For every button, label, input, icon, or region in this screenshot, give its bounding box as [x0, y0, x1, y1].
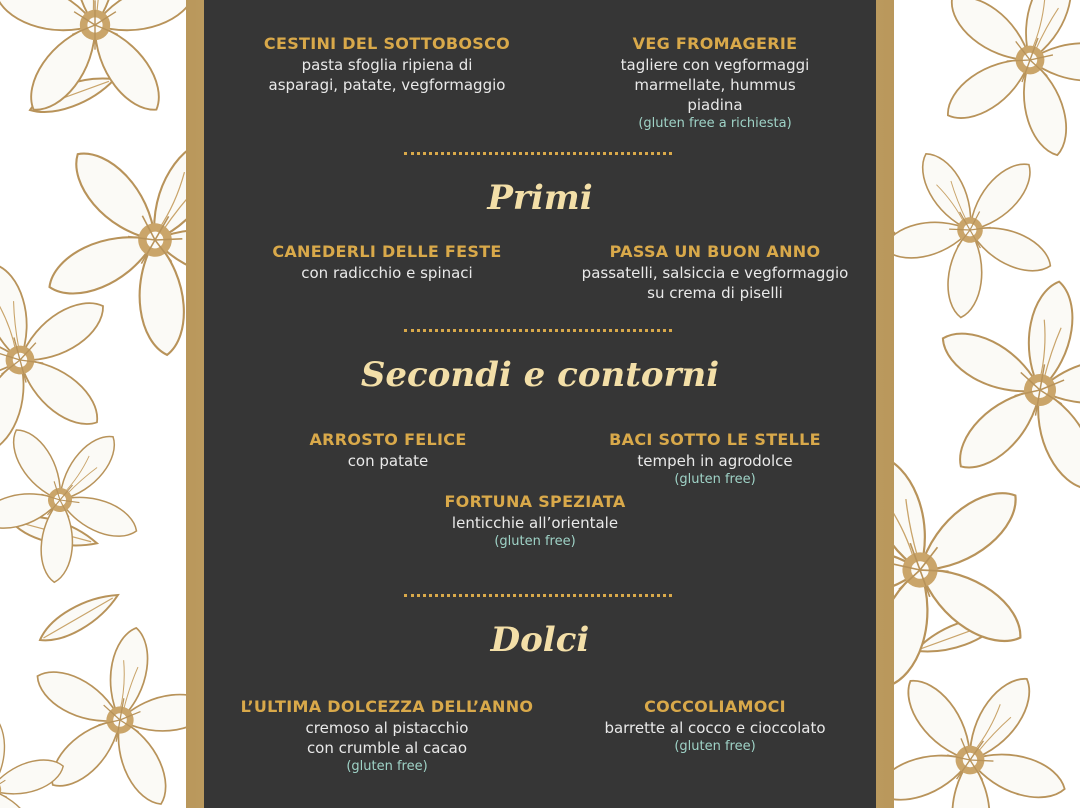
item-desc: marmellate, hummus — [634, 76, 796, 94]
divider — [404, 594, 672, 597]
item-name: ARROSTO FELICE — [309, 430, 467, 449]
item-note: (gluten free) — [674, 739, 756, 754]
item-note: (gluten free) — [674, 472, 756, 487]
item-note: (gluten free) — [346, 759, 428, 774]
menu-item-ultima-dolcezza — [237, 696, 537, 776]
item-desc: piadina — [687, 96, 743, 114]
item-desc: cremoso al pistacchio — [305, 719, 469, 737]
item-name: BACI SOTTO LE STELLE — [609, 430, 821, 449]
item-name: CANEDERLI DELLE FESTE — [272, 242, 502, 261]
divider — [404, 152, 672, 155]
menu-item-veg-fromagerie — [590, 33, 840, 133]
section-title-secondi: Secondi e contorni — [360, 355, 720, 395]
item-desc: tempeh in agrodolce — [637, 452, 793, 470]
section-title-dolci: Dolci — [490, 620, 590, 660]
item-desc: con radicchio e spinaci — [301, 264, 473, 282]
item-name: CESTINI DEL SOTTOBOSCO — [263, 34, 511, 53]
menu-item-arrosto-felice — [288, 429, 488, 471]
section-title-primi: Primi — [487, 178, 593, 218]
item-name: VEG FROMAGERIE — [632, 34, 798, 53]
item-desc: con crumble al cacao — [306, 739, 468, 757]
divider — [404, 329, 672, 332]
item-desc: pasta sfoglia ripiena di — [301, 56, 473, 74]
item-note: (gluten free a richiesta) — [638, 116, 792, 131]
menu-item-coccoliamoci — [580, 696, 850, 756]
item-name: COCCOLIAMOCI — [644, 697, 786, 716]
item-note: (gluten free) — [494, 534, 576, 549]
item-desc: tagliere con vegformaggi — [620, 56, 810, 74]
item-name: PASSA UN BUON ANNO — [609, 242, 821, 261]
item-desc: barrette al cocco e cioccolato — [604, 719, 826, 737]
item-desc: con patate — [347, 452, 429, 470]
item-name: L’ULTIMA DOLCEZZA DELL’ANNO — [240, 697, 534, 716]
item-desc: lenticchie all’orientale — [451, 514, 619, 532]
item-name: FORTUNA SPEZIATA — [444, 492, 626, 511]
item-desc: su crema di piselli — [647, 284, 783, 302]
menu-item-fortuna-speziata — [420, 491, 650, 551]
item-desc: passatelli, salsiccia e vegformaggio — [581, 264, 849, 282]
menu-item-canederli — [262, 241, 512, 283]
menu-item-cestini — [262, 33, 512, 95]
menu-item-baci-sotto-le-stelle — [600, 429, 830, 489]
menu-item-passa-un-buon-anno — [565, 241, 865, 303]
item-desc: asparagi, patate, vegformaggio — [268, 76, 506, 94]
